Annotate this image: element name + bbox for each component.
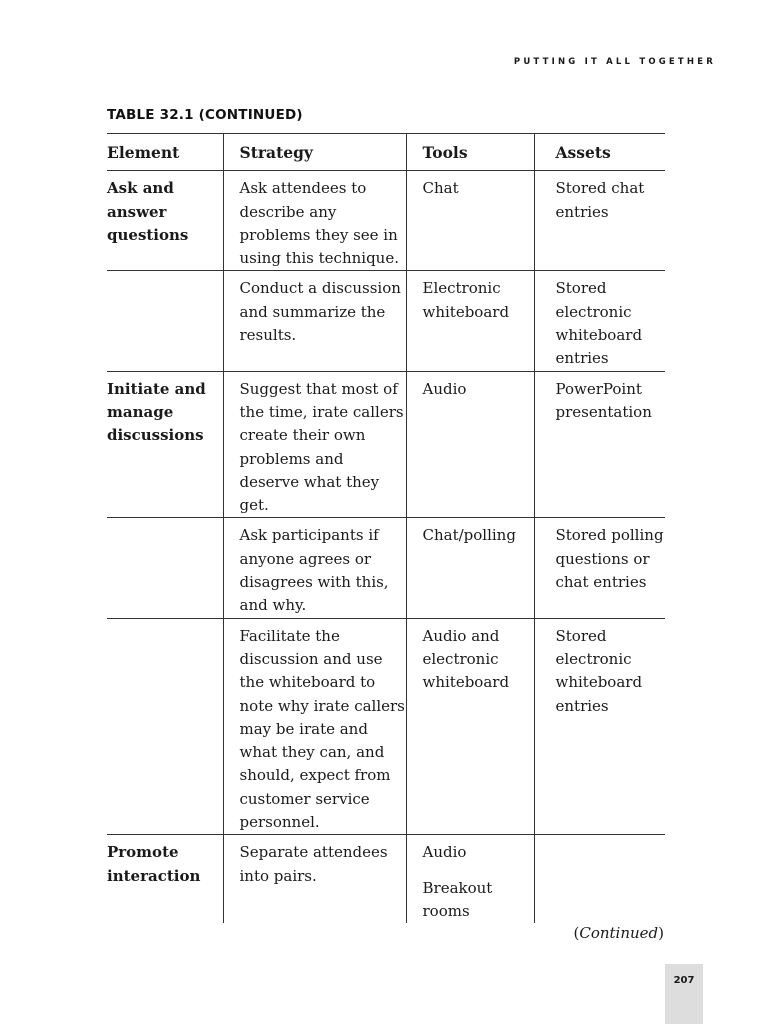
table-row: [107, 518, 665, 618]
strategy-cell: Ask participants if anyone agrees or disagrees with this, and why.: [223, 518, 406, 618]
strategy-cell: Conduct a discussion and summarize the results.: [223, 271, 406, 371]
element-cell: [107, 518, 223, 618]
continued-label: Continued: [579, 924, 659, 942]
assets-cell: PowerPoint presentation: [534, 371, 665, 518]
tools-cell-line: Audio: [422, 843, 467, 862]
strategy-cell: Ask attendees to describe any problems they see in using this technique.: [223, 171, 406, 271]
strategy-cell: Separate attendees into pairs.: [223, 835, 406, 923]
tools-cell-line: Breakout rooms: [422, 878, 493, 920]
table-row: [107, 271, 665, 371]
element-cell: [107, 618, 223, 835]
assets-cell: Stored chat entries: [534, 171, 665, 271]
table-row: [107, 371, 665, 518]
table-header-row: [107, 134, 665, 171]
table-title: TABLE 32.1 (CONTINUED): [107, 107, 303, 123]
assets-cell: Stored polling questions or chat entries: [534, 518, 665, 618]
continued-note: (Continued): [573, 924, 664, 942]
element-cell: Initiate and manage discussions: [107, 371, 223, 518]
element-cell: Ask and answer questions: [107, 171, 223, 271]
table-row: [107, 171, 665, 271]
column-header-element: Element: [107, 134, 223, 171]
page-number: 207: [665, 964, 703, 1024]
column-header-tools: Tools: [406, 134, 534, 171]
tools-cell: Audio: [406, 371, 534, 518]
table-row: [107, 618, 665, 835]
column-header-strategy: Strategy: [223, 134, 406, 171]
strategy-cell: Suggest that most of the time, irate callers create their own problems and deserve what they get.: [223, 371, 406, 518]
table-row: [107, 835, 665, 923]
column-header-assets: Assets: [534, 134, 665, 171]
tools-cell: Chat/polling: [406, 518, 534, 618]
element-cell: [107, 271, 223, 371]
tools-cell: Audio and electronic whiteboard: [406, 618, 534, 835]
strategy-table: [107, 133, 665, 923]
assets-cell: [534, 835, 665, 923]
running-head: PUTTING IT ALL TOGETHER: [513, 57, 716, 67]
tools-cell: Electronic whiteboard: [406, 271, 534, 371]
tools-cell: [406, 835, 534, 923]
element-cell: Promote interaction: [107, 843, 201, 885]
strategy-cell: Facilitate the discussion and use the whiteboard to note why irate callers may be irate and what they can, and should, expect from customer service personnel.: [223, 618, 406, 835]
tools-cell: Chat: [406, 171, 534, 271]
assets-cell: Stored electronic whiteboard entries: [534, 618, 665, 835]
assets-cell: Stored electronic whiteboard entries: [534, 271, 665, 371]
